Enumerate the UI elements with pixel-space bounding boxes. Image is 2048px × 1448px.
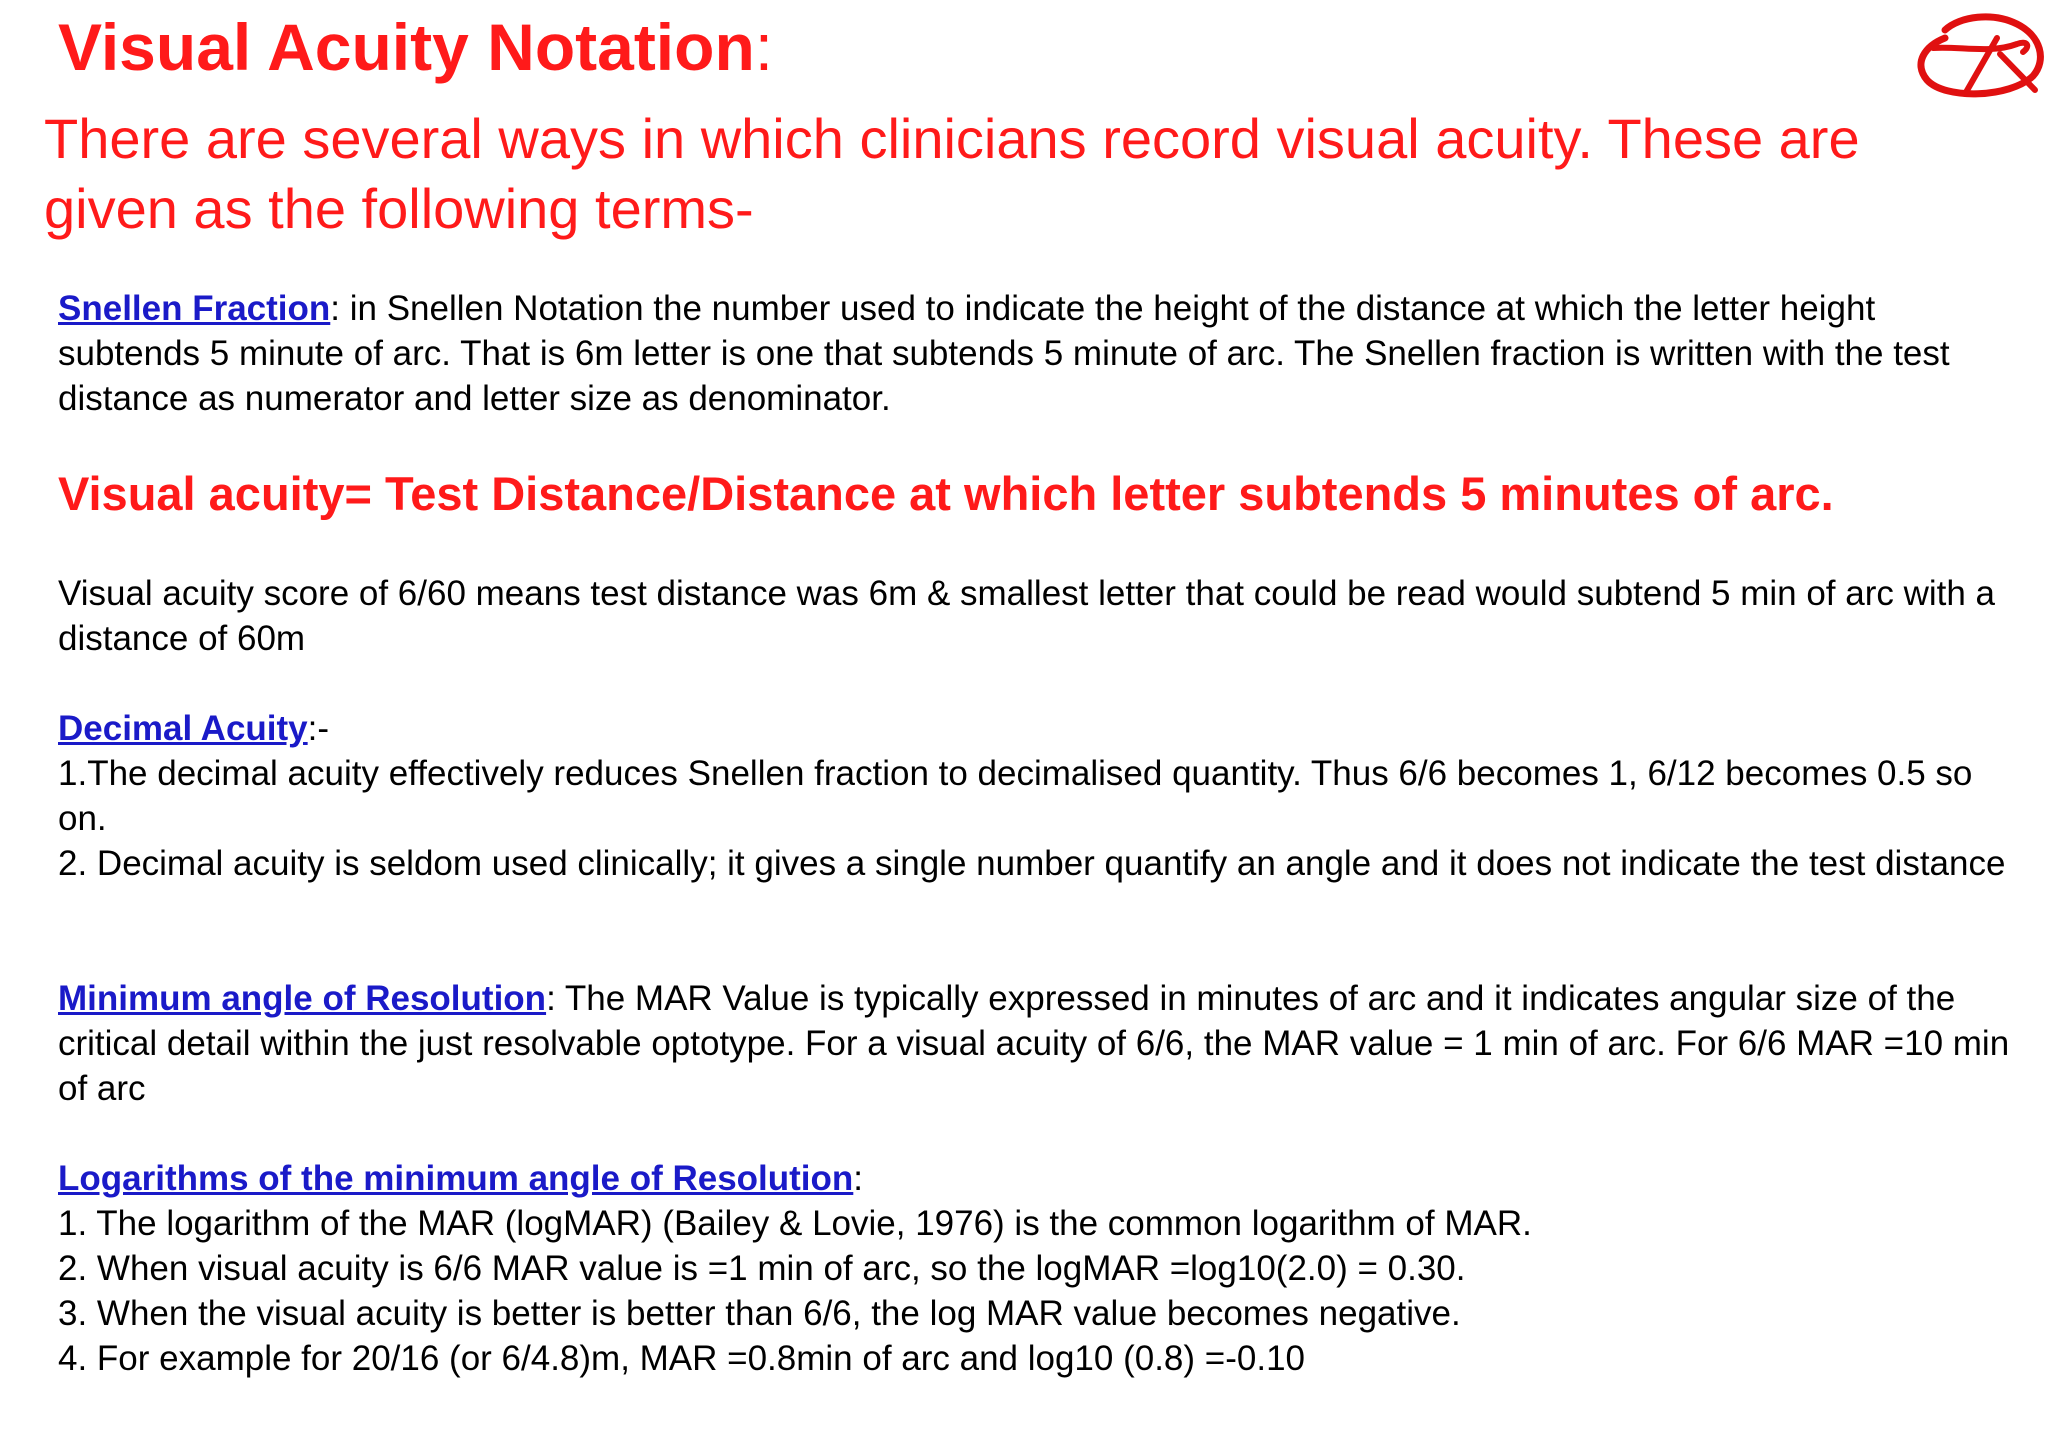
decimal-acuity-link[interactable]: Decimal Acuity [58, 709, 308, 748]
mar-link[interactable]: Minimum angle of Resolution [58, 979, 547, 1018]
score-example-paragraph: Visual acuity score of 6/60 means test distance was 6m & smallest letter that could be read would subtend 5 min of arc with a distance of 60m [58, 574, 1996, 658]
logmar-point: 1. The logarithm of the MAR (logMAR) (Bailey & Lovie, 1976) is the common logarithm of MAR. [58, 1204, 1532, 1243]
intro-paragraph: There are several ways in which clinicians record visual acuity. These are given as the following terms- [44, 107, 1860, 240]
logmar-point: 3. When the visual acuity is better is better than 6/6, the log MAR value becomes negative. [58, 1294, 1461, 1333]
page-title-colon: : [754, 10, 774, 84]
logmar-section [58, 1156, 2018, 1381]
page-title-text: Visual Acuity Notation [58, 10, 755, 84]
mar-section [58, 976, 2018, 1111]
snellen-fraction-link[interactable]: Snellen Fraction [58, 289, 331, 328]
snellen-fraction-section [58, 286, 2018, 421]
decimal-acuity-point: 1.The decimal acuity effectively reduces Snellen fraction to decimalised quantity. Thus 6/6 becomes 1, 6/12 becomes 0.5 so on. [58, 754, 1973, 838]
mar-text: : The MAR Value is typically expressed in minutes of arc and it indicates angular size of the critical detail within the just resolvable optotype. For a visual acuity of 6/6, the MAR value = 1 min of arc. For 6/6 MAR =10 min of arc [58, 979, 2010, 1108]
page-title [58, 10, 773, 86]
logmar-point: 2. When visual acuity is 6/6 MAR value is =1 min of arc, so the logMAR =log10(2.0) = 0.30. [58, 1249, 1466, 1288]
decimal-acuity-section [58, 706, 2018, 886]
logmar-suffix: : [853, 1159, 864, 1198]
snellen-fraction-text: : in Snellen Notation the number used to indicate the height of the distance at which the letter height subtends 5 minute of arc. That is 6m letter is one that subtends 5 minute of arc. The Snellen fraction is written with the test distance as numerator and letter size as denominator. [58, 289, 1950, 418]
decimal-acuity-heading-line [58, 706, 2018, 751]
logmar-link[interactable]: Logarithms of the minimum angle of Resolution [58, 1159, 854, 1198]
decimal-acuity-suffix: :- [307, 709, 330, 748]
logmar-heading-line [58, 1156, 2018, 1201]
decimal-acuity-point: 2. Decimal acuity is seldom used clinically; it gives a single number quantify an angle and it does not indicate the test distance [58, 844, 2006, 883]
visual-acuity-formula: Visual acuity= Test Distance/Distance at which letter subtends 5 minutes of arc. [58, 467, 1834, 520]
handwritten-circled-x-icon [1905, 8, 2045, 100]
logmar-point: 4. For example for 20/16 (or 6/4.8)m, MAR =0.8min of arc and log10 (0.8) =-0.10 [58, 1339, 1305, 1378]
